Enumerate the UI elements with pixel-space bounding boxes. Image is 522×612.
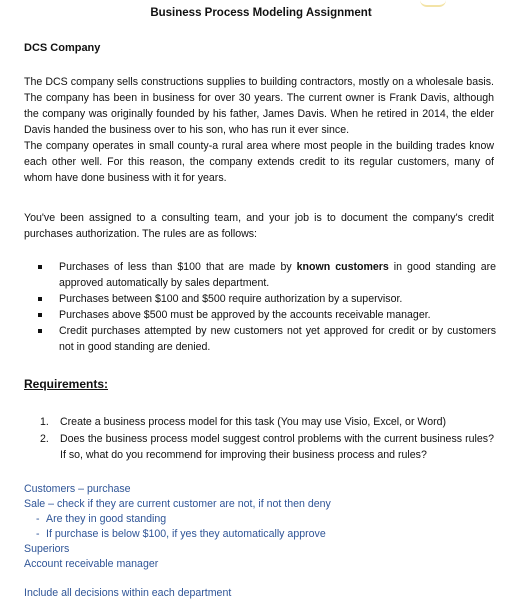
assignment-paragraph: You've been assigned to a consulting team, and your job is to document the company's credit purchases authorization. The rules are as follows: <box>24 212 494 240</box>
note-subitem: - Are they in good standing <box>24 512 504 527</box>
handwritten-notes <box>24 482 504 601</box>
requirement-item: 1. Create a business process model for this task (You may use Visio, Excel, or Word) <box>40 416 447 428</box>
emphasis-text: known customers <box>296 261 389 273</box>
intro-paragraph <box>24 74 494 186</box>
note-line: Superiors <box>24 543 70 555</box>
note-line: Sale – check if they are current customer are not, if not then deny <box>24 498 331 510</box>
highlight-mark <box>420 0 446 7</box>
company-heading: DCS Company <box>24 42 101 54</box>
item-number: 1. <box>40 416 49 428</box>
spacer <box>24 572 504 586</box>
paragraph-history: The DCS company sells constructions supplies to building contractors, mostly on a wholesale basis. The company has been in business for over 30 years. The current owner is Frank Davis, although the company was originally founded by his father, James Davis. When he retired in 2014, the elder Davis handed the business over to his son, who has run it ever since. <box>24 76 494 136</box>
rule-item: Credit purchases attempted by new customers not yet approved for credit or by customers not in good standing are denied. <box>36 323 496 355</box>
note-subitem: - If purchase is below $100, if yes they automatically approve <box>24 527 504 542</box>
rule-item: Purchases between $100 and $500 require authorization by a supervisor. <box>36 291 496 307</box>
requirements-list <box>40 414 494 464</box>
item-number: 2. <box>40 433 49 445</box>
paragraph-operations: The company operates in small county-a rural area where most people in the building trades know each other well. For this reason, the company extends credit to its regular customers, many of whom have done business with it for years. <box>24 140 494 184</box>
note-line: Customers – purchase <box>24 483 131 495</box>
requirement-item: 2. Does the business process model suggest control problems with the current business rules? If so, what do you recommend for improving their business process and rules? <box>40 433 494 461</box>
note-line: Include all decisions within each department <box>24 587 232 599</box>
rule-item: Purchases above $500 must be approved by the accounts receivable manager. <box>36 307 496 323</box>
rules-list <box>36 259 496 355</box>
document-title: Business Process Modeling Assignment <box>150 7 372 19</box>
rule-item: Purchases of less than $100 that are made by known customers in good standing are approved automatically by sales department. <box>36 259 496 291</box>
requirements-heading: Requirements: <box>24 377 109 391</box>
note-line: Account receivable manager <box>24 558 159 570</box>
